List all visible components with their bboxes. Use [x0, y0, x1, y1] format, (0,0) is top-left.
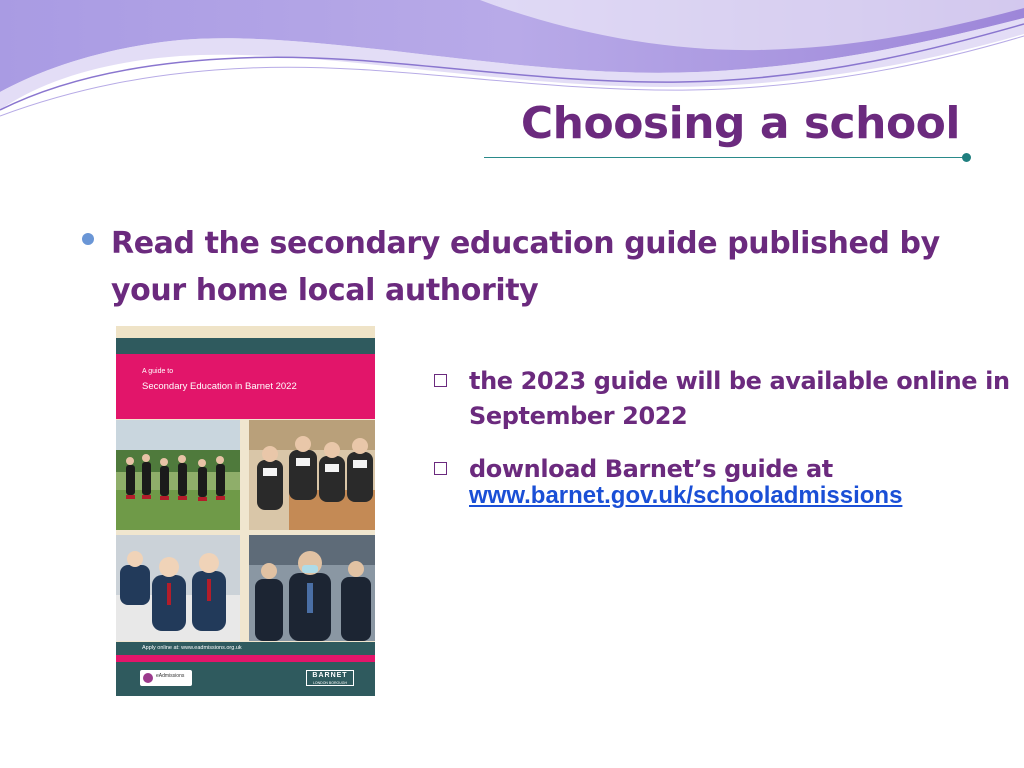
barnet-logo-text: BARNET	[312, 672, 348, 679]
square-bullet-icon	[434, 462, 447, 475]
guide-cover-image	[116, 326, 375, 696]
barnet-admissions-link[interactable]: www.barnet.gov.uk/schooladmissions	[469, 482, 903, 509]
cover-photo-classroom	[249, 420, 375, 530]
main-bullet	[80, 220, 960, 314]
title-underline-dot	[962, 153, 971, 162]
barnet-logo	[306, 670, 354, 686]
bullet-dot-icon	[82, 233, 94, 245]
cover-photo-masked-pupil	[249, 535, 375, 641]
sub-bullet-item	[432, 364, 1012, 434]
cover-subtitle: A guide to	[142, 368, 174, 375]
cover-title-panel	[116, 354, 375, 419]
cover-photo-students	[116, 535, 240, 641]
cover-teal-band	[116, 338, 375, 354]
square-bullet-icon	[434, 374, 447, 387]
eadmissions-logo-icon	[143, 673, 153, 683]
sub-bullet-list	[432, 364, 1012, 529]
main-bullet-text: Read the secondary education guide published by your home local authority	[111, 226, 940, 308]
slide-title: Choosing a school	[520, 98, 960, 149]
cover-pink-stripe	[116, 655, 375, 662]
sub-bullet-text: the 2023 guide will be available online in September 2022	[469, 367, 1010, 430]
eadmissions-logo-text: eAdmissions	[156, 673, 185, 679]
sub-bullet-text: download Barnet’s guide at	[469, 455, 833, 483]
cover-apply-text: Apply online at: www.eadmissions.org.uk	[142, 645, 242, 651]
eadmissions-logo	[140, 670, 192, 686]
title-underline	[484, 157, 966, 158]
barnet-logo-subtext: LONDON BOROUGH	[312, 681, 348, 685]
cover-photo-runners	[116, 420, 240, 530]
sub-bullet-item	[432, 452, 1012, 511]
cover-title: Secondary Education in Barnet 2022	[142, 381, 297, 392]
cover-top-strip	[116, 326, 375, 338]
